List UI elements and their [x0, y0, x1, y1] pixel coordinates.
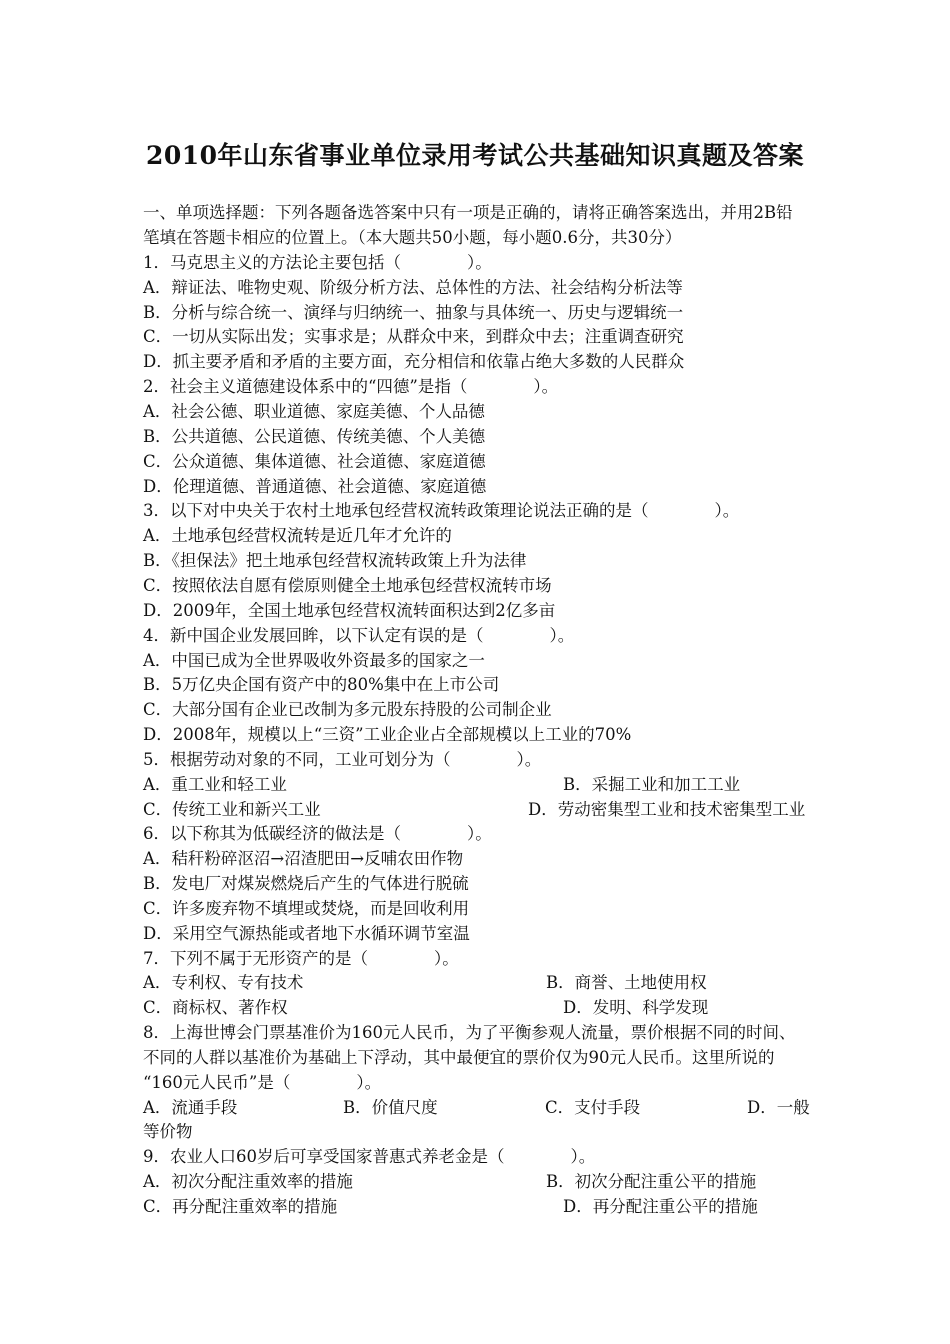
option: C．再分配注重效率的措施 — [143, 1197, 338, 1216]
question-stem: 1．马克思主义的方法论主要包括（ ）。 — [143, 253, 492, 272]
option: B．《担保法》把土地承包经营权流转政策上升为法律 — [143, 551, 527, 570]
option: D．抓主要矛盾和矛盾的主要方面，充分相信和依靠占绝大多数的人民群众 — [143, 352, 685, 371]
question-stem: 2．社会主义道德建设体系中的“四德”是指（ ）。 — [143, 377, 559, 396]
option: D．一般 — [747, 1098, 810, 1117]
option: B．商誉、土地使用权 — [546, 973, 707, 992]
option: B．采掘工业和加工工业 — [563, 775, 741, 794]
option: D．劳动密集型工业和技术密集型工业 — [528, 800, 806, 819]
option: A．中国已成为全世界吸收外资最多的国家之一 — [143, 651, 485, 670]
question-stem: 不同的人群以基准价为基础上下浮动，其中最便宜的票价仅为90元人民币。这里所说的 — [143, 1048, 775, 1067]
option: C．一切从实际出发；实事求是；从群众中来，到群众中去；注重调查研究 — [143, 327, 684, 346]
option: B．发电厂对煤炭燃烧后产生的气体进行脱硫 — [143, 874, 469, 893]
document-title: 2010年山东省事业单位录用考试公共基础知识真题及答案 — [145, 141, 805, 170]
option: C．商标权、著作权 — [143, 998, 288, 1017]
option: C．支付手段 — [545, 1098, 641, 1117]
option: A．初次分配注重效率的措施 — [143, 1172, 353, 1191]
question-stem: 4．新中国企业发展回眸，以下认定有误的是（ ）。 — [143, 626, 575, 645]
option: D．2008年，规模以上“三资”工业企业占全部规模以上工业的70% — [143, 725, 632, 744]
option: A．社会公德、职业道德、家庭美德、个人品德 — [143, 402, 485, 421]
option: B．初次分配注重公平的措施 — [546, 1172, 757, 1191]
option: C．大部分国有企业已改制为多元股东持股的公司制企业 — [143, 700, 552, 719]
question-stem: 6．以下称其为低碳经济的做法是（ ）。 — [143, 824, 492, 843]
option: B．公共道德、公民道德、传统美德、个人美德 — [143, 427, 486, 446]
option: B．分析与综合统一、演绎与归纳统一、抽象与具体统一、历史与逻辑统一 — [143, 303, 684, 322]
option: A．土地承包经营权流转是近几年才允许的 — [143, 526, 452, 545]
option: D．再分配注重公平的措施 — [563, 1197, 758, 1216]
option: D．发明、科学发现 — [563, 998, 709, 1017]
option: A．秸秆粉碎沤沼→沼渣肥田→反哺农田作物 — [143, 849, 464, 868]
question-stem: 8．上海世博会门票基准价为160元人民币，为了平衡参观人流量，票价根据不同的时间、 — [143, 1023, 796, 1042]
question-stem: 7．下列不属于无形资产的是（ ）。 — [143, 949, 459, 968]
option: B．价值尺度 — [343, 1098, 438, 1117]
option: A．重工业和轻工业 — [143, 775, 287, 794]
instructions-line: 笔填在答题卡相应的位置上。（本大题共50小题，每小题0.6分，共30分） — [143, 228, 682, 247]
instructions-line: 一、单项选择题：下列各题备选答案中只有一项是正确的，请将正确答案选出，并用2B铅 — [143, 203, 793, 222]
option: B．5万亿央企国有资产中的80%集中在上市公司 — [143, 675, 500, 694]
question-stem: 3．以下对中央关于农村土地承包经营权流转政策理论说法正确的是（ ）。 — [143, 501, 740, 520]
option: A．专利权、专有技术 — [143, 973, 304, 992]
option: C．许多废弃物不填埋或焚烧，而是回收利用 — [143, 899, 470, 918]
option: C．按照依法自愿有偿原则健全土地承包经营权流转市场 — [143, 576, 552, 595]
option: C．公众道德、集体道德、社会道德、家庭道德 — [143, 452, 486, 471]
option-continuation: 等价物 — [143, 1122, 193, 1141]
question-stem: 5．根据劳动对象的不同，工业可划分为（ ）。 — [143, 750, 542, 769]
option: D．伦理道德、普通道德、社会道德、家庭道德 — [143, 477, 487, 496]
option: A．流通手段 — [143, 1098, 238, 1117]
option: D．采用空气源热能或者地下水循环调节室温 — [143, 924, 470, 943]
question-stem: “160元人民币”是（ ）。 — [143, 1073, 382, 1092]
option: D．2009年，全国土地承包经营权流转面积达到2亿多亩 — [143, 601, 556, 620]
option: C．传统工业和新兴工业 — [143, 800, 321, 819]
option: A．辩证法、唯物史观、阶级分析方法、总体性的方法、社会结构分析法等 — [143, 278, 683, 297]
question-stem: 9．农业人口60岁后可享受国家普惠式养老金是（ ）。 — [143, 1147, 596, 1166]
